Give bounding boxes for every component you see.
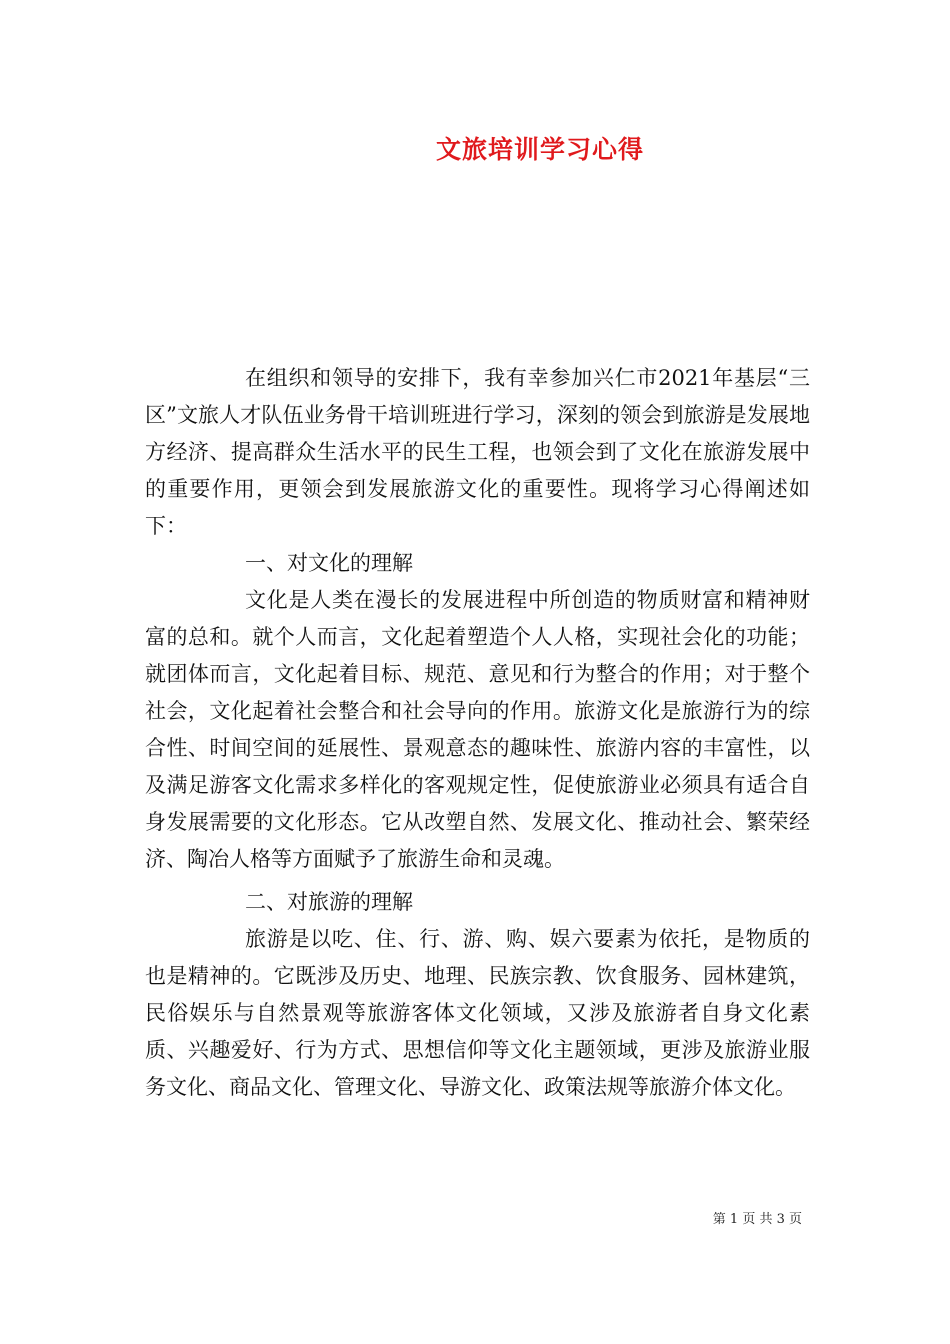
culture-paragraph: 文化是人类在漫长的发展进程中所创造的物质财富和精神财富的总和。就个人而言，文化起着塑造个人人格，实现社会化的功能；就团体而言，文化起着目标、规范、意见和行为整合的作用；对于整个社会，文化起着社会整合和社会导向的作用。旅游文化是旅游行为的综合性、时间空间的延展性、景观意态的趣味性、旅游内容的丰富性，以及满足游客文化需求多样化的客观规定性，促使旅游业必须具有适合自身发展需要的文化形态。它从改塑自然、发展文化、推动社会、繁荣经济、陶冶人格等方面赋予了旅游生命和灵魂。 (145, 588, 810, 871)
section-heading-tourism: 二、对旅游的理解 (245, 890, 413, 914)
tourism-paragraph: 旅游是以吃、住、行、游、购、娱六要素为依托，是物质的也是精神的。它既涉及历史、地理、民族宗教、饮食服务、园林建筑，民俗娱乐与自然景观等旅游客体文化领域，又涉及旅游者自身文化素质、兴趣爱好、行为方式、思想信仰等文化主题领域，更涉及旅游业服务文化、商品文化、管理文化、导游文化、政策法规等旅游介体文化。 (145, 927, 810, 1099)
page-number-footer: 第 1 页 共 3 页 (712, 1212, 802, 1227)
section-heading-culture: 一、对文化的理解 (245, 551, 413, 575)
document-body (145, 360, 810, 1106)
intro-paragraph: 在组织和领导的安排下，我有幸参加兴仁市2021年基层“三区”文旅人才队伍业务骨干培训班进行学习，深刻的领会到旅游是发展地方经济、提高群众生活水平的民生工程，也领会到了文化在旅游发展中的重要作用，更领会到发展旅游文化的重要性。现将学习心得阐述如下： (145, 366, 810, 538)
document-title: 文旅培训学习心得 (435, 135, 644, 164)
